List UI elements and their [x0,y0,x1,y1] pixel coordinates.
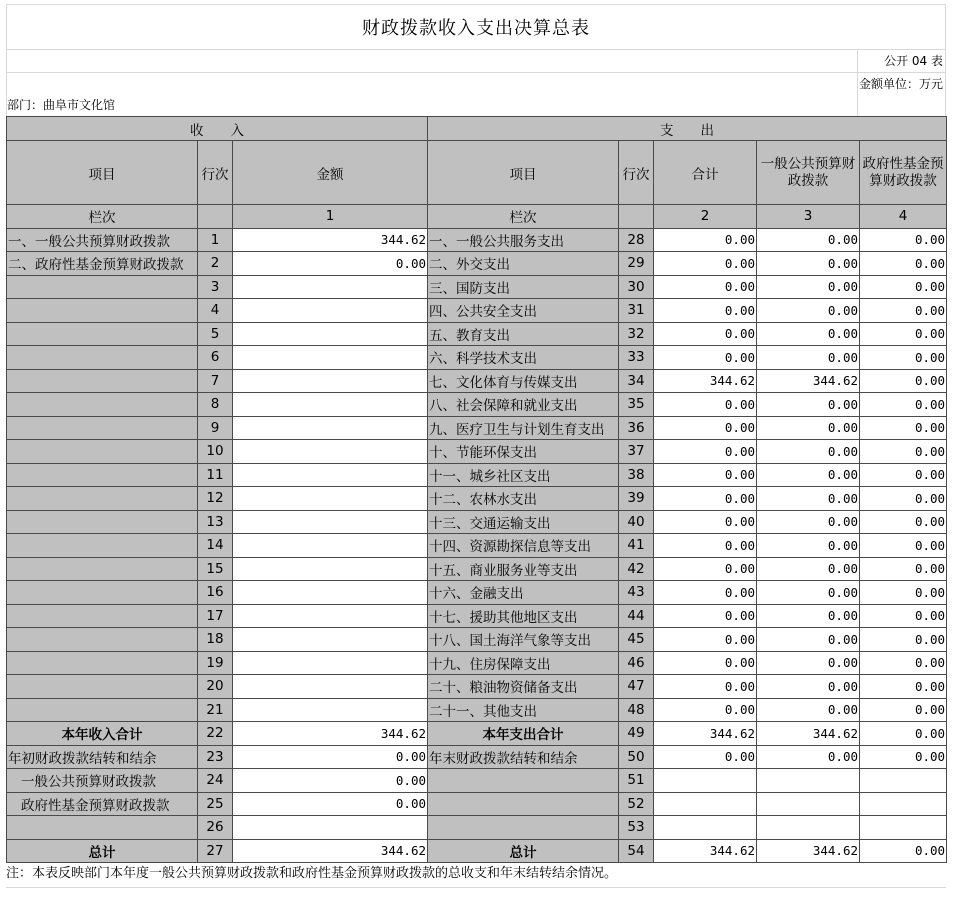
expense-row-number: 30 [619,275,654,299]
budget-table [6,116,947,863]
expense-fund: 0.00 [860,322,947,346]
expense-item: 总计 [428,839,619,863]
expense-total: 0.00 [654,581,757,605]
expense-row-number: 35 [619,393,654,417]
department-row [6,72,946,116]
expense-total: 344.62 [654,839,757,863]
carry-row [7,745,947,769]
income-amount [233,534,428,558]
expense-header: 支 出 [428,117,947,141]
income-amount [233,510,428,534]
income-item [7,369,198,393]
expense-item: 十九、住房保障支出 [428,651,619,675]
expense-general: 0.00 [757,322,860,346]
grand-total-row [7,839,947,863]
table-row [7,651,947,675]
income-item [7,487,198,511]
income-item [7,275,198,299]
expense-item [428,792,619,816]
expense-fund: 0.00 [860,299,947,323]
expense-total: 0.00 [654,463,757,487]
expense-fund: 0.00 [860,393,947,417]
expense-general [757,792,860,816]
expense-row-number: 52 [619,792,654,816]
income-row-number: 19 [198,651,233,675]
table-row [7,698,947,722]
income-row-number: 5 [198,322,233,346]
table-row [7,675,947,699]
expense-item: 二十、粮油物资储备支出 [428,675,619,699]
expense-total: 0.00 [654,745,757,769]
income-amount [233,463,428,487]
expense-total: 0.00 [654,487,757,511]
income-amount [233,322,428,346]
income-row-number: 2 [198,252,233,276]
col-number-2: 2 [654,205,757,229]
expense-fund: 0.00 [860,839,947,863]
income-item: 政府性基金预算财政拨款 [7,792,198,816]
table-row [7,463,947,487]
expense-item: 十、节能环保支出 [428,440,619,464]
income-row-number: 21 [198,698,233,722]
expense-general: 0.00 [757,346,860,370]
expense-general [757,769,860,793]
expense-general: 0.00 [757,581,860,605]
income-item [7,510,198,534]
income-amount: 344.62 [233,722,428,746]
table-row [7,369,947,393]
income-amount [233,440,428,464]
expense-general: 0.00 [757,510,860,534]
table-row [7,534,947,558]
expense-fund: 0.00 [860,557,947,581]
table-row [7,252,947,276]
income-row-number: 4 [198,299,233,323]
expense-fund: 0.00 [860,628,947,652]
expense-item: 五、教育支出 [428,322,619,346]
expense-item: 二十一、其他支出 [428,698,619,722]
income-amount [233,299,428,323]
expense-fund: 0.00 [860,275,947,299]
income-item: 年初财政拨款结转和结余 [7,745,198,769]
income-row-number: 26 [198,816,233,840]
income-item [7,628,198,652]
expense-item: 十七、援助其他地区支出 [428,604,619,628]
expense-fund: 0.00 [860,745,947,769]
expense-fund [860,769,947,793]
table-row [7,299,947,323]
expense-item: 十六、金融支出 [428,581,619,605]
expense-item: 十一、城乡社区支出 [428,463,619,487]
income-item [7,463,198,487]
expense-row-number: 40 [619,510,654,534]
expense-fund: 0.00 [860,416,947,440]
income-item [7,581,198,605]
income-row-number: 10 [198,440,233,464]
table-row [7,275,947,299]
report-sheet [6,4,946,888]
income-item: 一、一般公共预算财政拨款 [7,228,198,252]
expense-fund: 0.00 [860,440,947,464]
expense-row-number: 45 [619,628,654,652]
expense-item: 八、社会保障和就业支出 [428,393,619,417]
table-row [7,346,947,370]
income-amount [233,581,428,605]
income-amount [233,275,428,299]
expense-general: 0.00 [757,604,860,628]
expense-fund: 0.00 [860,228,947,252]
income-amount: 0.00 [233,745,428,769]
income-amount [233,628,428,652]
expense-row-number: 33 [619,346,654,370]
expense-row-number: 48 [619,698,654,722]
income-amount-header: 金额 [233,141,428,205]
expense-fund: 0.00 [860,346,947,370]
expense-row-number: 31 [619,299,654,323]
table-row [7,510,947,534]
expense-item: 九、医疗卫生与计划生育支出 [428,416,619,440]
carry-general-row [7,769,947,793]
expense-fund: 0.00 [860,675,947,699]
income-amount [233,675,428,699]
expense-total-header: 合计 [654,141,757,205]
expense-item: 年末财政拨款结转和结余 [428,745,619,769]
expense-total: 0.00 [654,510,757,534]
expense-item: 四、公共安全支出 [428,299,619,323]
expense-total: 344.62 [654,722,757,746]
expense-fund [860,792,947,816]
expense-item: 十三、交通运输支出 [428,510,619,534]
expense-general: 0.00 [757,675,860,699]
footnote: 注：本表反映部门本年度一般公共预算财政拨款和政府性基金预算财政拨款的总收支和年末结转结余情况。 [6,866,618,881]
expense-fund: 0.00 [860,252,947,276]
expense-total: 0.00 [654,604,757,628]
expense-general: 0.00 [757,534,860,558]
expense-item [428,769,619,793]
income-row-number: 7 [198,369,233,393]
expense-row-number: 36 [619,416,654,440]
income-row-number: 9 [198,416,233,440]
income-item [7,534,198,558]
income-item [7,557,198,581]
expense-general: 0.00 [757,745,860,769]
expense-row-number: 34 [619,369,654,393]
column-label: 栏次 [428,205,619,229]
expense-total: 0.00 [654,228,757,252]
expense-item: 十四、资源勘探信息等支出 [428,534,619,558]
expense-total: 0.00 [654,393,757,417]
expense-fund: 0.00 [860,369,947,393]
income-row-number: 8 [198,393,233,417]
expense-total: 344.62 [654,369,757,393]
expense-fund: 0.00 [860,604,947,628]
income-item-header: 项目 [7,141,198,205]
income-amount: 0.00 [233,769,428,793]
expense-general-header: 一般公共预算财政拨款 [757,141,860,205]
expense-item: 二、外交支出 [428,252,619,276]
income-amount [233,816,428,840]
income-row-number: 15 [198,557,233,581]
expense-general: 0.00 [757,228,860,252]
income-item [7,416,198,440]
expense-general: 0.00 [757,463,860,487]
table-row [7,487,947,511]
table-row [7,557,947,581]
income-item: 二、政府性基金预算财政拨款 [7,252,198,276]
col-number-3: 3 [757,205,860,229]
expense-fund: 0.00 [860,487,947,511]
expense-total: 0.00 [654,440,757,464]
expense-row-number: 28 [619,228,654,252]
expense-row-number: 54 [619,839,654,863]
expense-total: 0.00 [654,675,757,699]
income-item [7,440,198,464]
expense-general: 0.00 [757,557,860,581]
expense-general: 344.62 [757,839,860,863]
expense-general: 0.00 [757,275,860,299]
expense-fund [860,816,947,840]
table-row [7,228,947,252]
expense-row-number: 43 [619,581,654,605]
col-number-4: 4 [860,205,947,229]
expense-general [757,816,860,840]
income-item [7,299,198,323]
income-row-number: 14 [198,534,233,558]
column-label: 栏次 [7,205,198,229]
expense-general: 344.62 [757,369,860,393]
table-row [7,581,947,605]
expense-general: 0.00 [757,299,860,323]
expense-total [654,792,757,816]
department-label: 部门：曲阜市文化馆 [7,98,116,112]
expense-total: 0.00 [654,534,757,558]
expense-general: 0.00 [757,416,860,440]
income-item [7,651,198,675]
income-item: 一般公共预算财政拨款 [7,769,198,793]
income-item [7,346,198,370]
income-row-number: 17 [198,604,233,628]
income-rowno-header: 行次 [198,141,233,205]
income-amount: 344.62 [233,839,428,863]
expense-general: 344.62 [757,722,860,746]
income-row-number: 27 [198,839,233,863]
expense-general: 0.00 [757,393,860,417]
expense-row-number: 42 [619,557,654,581]
income-amount: 344.62 [233,228,428,252]
expense-row-number: 41 [619,534,654,558]
income-item [7,604,198,628]
expense-item: 六、科学技术支出 [428,346,619,370]
expense-fund: 0.00 [860,534,947,558]
expense-general: 0.00 [757,698,860,722]
expense-general: 0.00 [757,487,860,511]
expense-total: 0.00 [654,322,757,346]
income-item: 总计 [7,839,198,863]
income-row-number: 16 [198,581,233,605]
table-row [7,416,947,440]
report-title: 财政拨款收入支出决算总表 [362,18,590,39]
income-amount: 0.00 [233,252,428,276]
expense-row-number: 32 [619,322,654,346]
income-amount [233,557,428,581]
expense-fund: 0.00 [860,463,947,487]
expense-rowno-header: 行次 [619,141,654,205]
blank-row-row [7,816,947,840]
expense-item: 三、国防支出 [428,275,619,299]
expense-total: 0.00 [654,698,757,722]
income-amount [233,698,428,722]
title-row [6,4,946,49]
expense-item: 十二、农林水支出 [428,487,619,511]
table-row [7,393,947,417]
expense-total [654,769,757,793]
expense-row-number: 37 [619,440,654,464]
income-item [7,698,198,722]
expense-row-number: 53 [619,816,654,840]
income-header: 收 入 [7,117,428,141]
expense-general: 0.00 [757,440,860,464]
expense-row-number: 50 [619,745,654,769]
income-row-number: 20 [198,675,233,699]
expense-fund: 0.00 [860,722,947,746]
expense-fund: 0.00 [860,698,947,722]
expense-fund: 0.00 [860,510,947,534]
income-item [7,393,198,417]
income-amount [233,604,428,628]
expense-fund: 0.00 [860,651,947,675]
income-item [7,816,198,840]
income-row-number: 25 [198,792,233,816]
income-amount: 0.00 [233,792,428,816]
expense-total: 0.00 [654,557,757,581]
expense-row-number: 51 [619,769,654,793]
expense-general: 0.00 [757,628,860,652]
income-amount [233,487,428,511]
form-number: 公开 04 表 [857,50,945,72]
carry-fund-row [7,792,947,816]
expense-total: 0.00 [654,346,757,370]
expense-row-number: 39 [619,487,654,511]
income-amount [233,393,428,417]
expense-total: 0.00 [654,252,757,276]
income-row-number: 11 [198,463,233,487]
income-row-number: 24 [198,769,233,793]
income-amount [233,346,428,370]
expense-item-header: 项目 [428,141,619,205]
expense-general: 0.00 [757,252,860,276]
expense-total [654,816,757,840]
income-amount [233,416,428,440]
income-row-number: 23 [198,745,233,769]
expense-item: 七、文化体育与传媒支出 [428,369,619,393]
table-row [7,322,947,346]
table-row [7,628,947,652]
income-item: 本年收入合计 [7,722,198,746]
expense-item [428,816,619,840]
expense-row-number: 29 [619,252,654,276]
expense-fund-header: 政府性基金预算财政拨款 [860,141,947,205]
expense-row-number: 46 [619,651,654,675]
income-row-number: 12 [198,487,233,511]
table-row [7,604,947,628]
expense-item: 十八、国土海洋气象等支出 [428,628,619,652]
income-row-number: 1 [198,228,233,252]
income-amount [233,651,428,675]
expense-fund: 0.00 [860,581,947,605]
form-number-row [6,49,946,72]
expense-total: 0.00 [654,275,757,299]
income-item [7,322,198,346]
income-row-number: 18 [198,628,233,652]
expense-row-number: 49 [619,722,654,746]
income-row-number: 3 [198,275,233,299]
expense-total: 0.00 [654,651,757,675]
col-number-1: 1 [233,205,428,229]
expense-row-number: 47 [619,675,654,699]
expense-total: 0.00 [654,416,757,440]
expense-item: 本年支出合计 [428,722,619,746]
unit-label: 金额单位：万元 [857,73,945,116]
expense-item: 一、一般公共服务支出 [428,228,619,252]
expense-general: 0.00 [757,651,860,675]
income-row-number: 22 [198,722,233,746]
income-amount [233,369,428,393]
expense-total: 0.00 [654,628,757,652]
expense-row-number: 38 [619,463,654,487]
year-total-row [7,722,947,746]
expense-row-number: 44 [619,604,654,628]
income-item [7,675,198,699]
expense-total: 0.00 [654,299,757,323]
expense-item: 十五、商业服务业等支出 [428,557,619,581]
income-row-number: 6 [198,346,233,370]
income-row-number: 13 [198,510,233,534]
table-row [7,440,947,464]
